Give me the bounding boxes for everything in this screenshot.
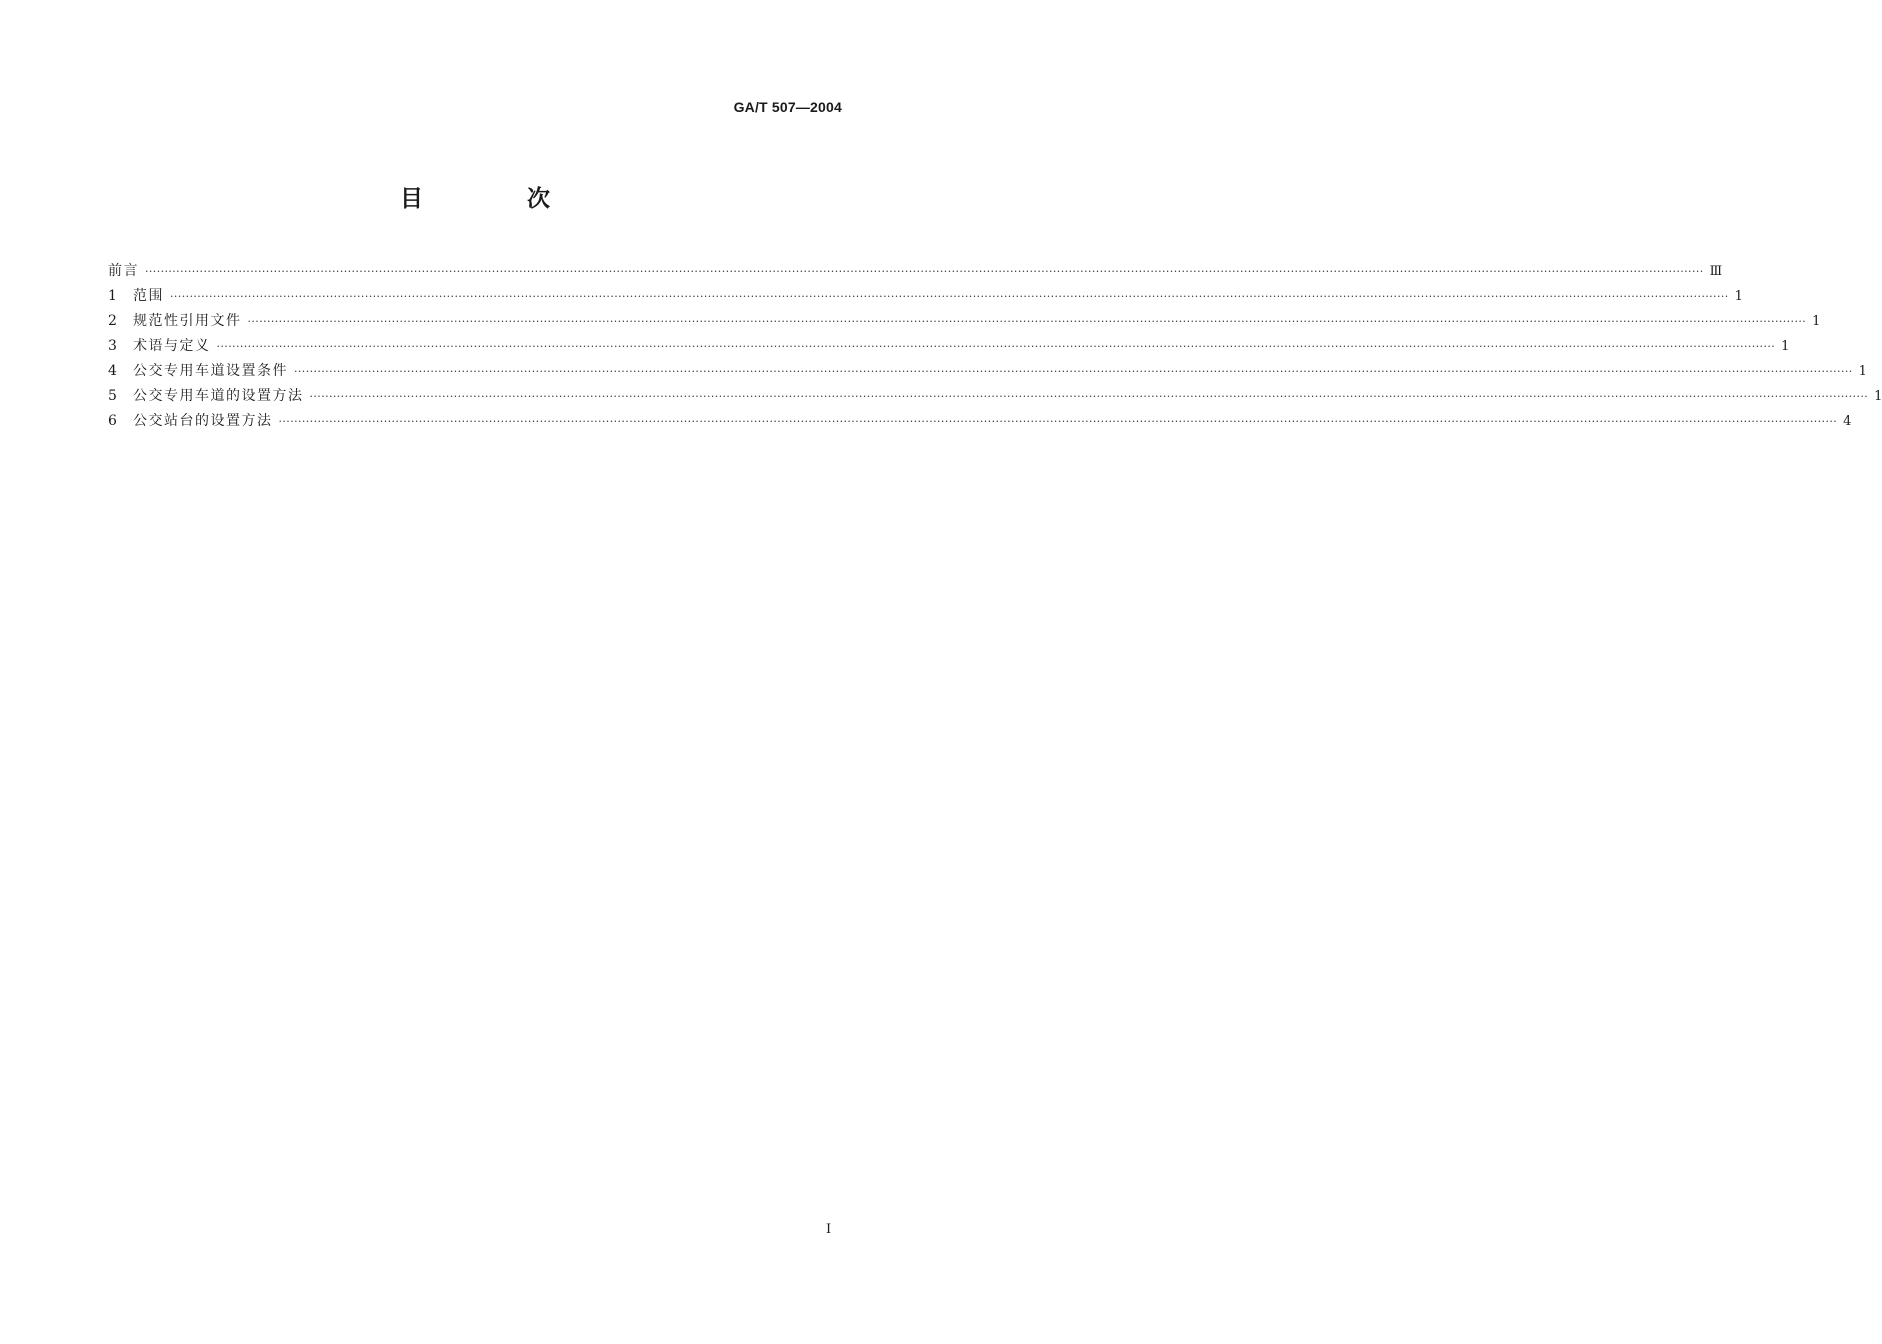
toc-entry-label: 前言 xyxy=(108,263,139,279)
toc-dot-leader: ················································································································································································································································································································································································································ xyxy=(145,265,1704,278)
toc-entry-page: 1 xyxy=(1734,289,1743,304)
toc-entry-label: 范围 xyxy=(133,288,164,304)
toc-entry-page: Ⅲ xyxy=(1709,264,1723,279)
toc-entry-bus-lane-methods[interactable] xyxy=(108,384,1882,409)
page-title: 目 次 xyxy=(399,186,598,212)
toc-entry-label: 公交专用车道设置条件 xyxy=(133,363,288,379)
toc-dot-leader: ················································································································································································································································································································································································································ xyxy=(294,365,1853,378)
toc-entry-number: 1 xyxy=(108,288,119,304)
toc-entry-foreword[interactable] xyxy=(108,259,1723,284)
page-number: I xyxy=(826,1222,832,1237)
toc-dot-leader: ················································································································································································································································································································································································································ xyxy=(247,315,1807,328)
toc-dot-leader: ················································································································································································································································································································································································································ xyxy=(278,415,1838,428)
toc-entry-terms-definitions[interactable] xyxy=(108,334,1790,359)
toc-entry-page: 1 xyxy=(1858,364,1867,379)
toc-entry-number: 6 xyxy=(108,413,119,429)
toc-entry-number: 5 xyxy=(108,388,119,404)
toc-entry-page: 4 xyxy=(1843,414,1852,429)
toc-entry-bus-stop-methods[interactable] xyxy=(108,409,1852,434)
toc-entry-bus-lane-conditions[interactable] xyxy=(108,359,1867,384)
toc-entry-number: 2 xyxy=(108,313,119,329)
toc-entry-label: 术语与定义 xyxy=(133,338,211,354)
toc-entry-number: 4 xyxy=(108,363,119,379)
toc-entry-normative-references[interactable] xyxy=(108,309,1821,334)
toc-entry-label: 公交专用车道的设置方法 xyxy=(133,388,304,404)
toc-entry-page: 1 xyxy=(1874,389,1882,404)
toc-entry-number: 3 xyxy=(108,338,119,354)
toc-entry-label: 公交站台的设置方法 xyxy=(133,413,273,429)
toc-dot-leader: ················································································································································································································································································································································································································ xyxy=(309,390,1869,403)
toc-entry-label: 规范性引用文件 xyxy=(133,313,242,329)
toc-entry-page: 1 xyxy=(1781,339,1790,354)
toc-entry-scope[interactable] xyxy=(108,284,1743,309)
toc-dot-leader: ················································································································································································································································································································································································································ xyxy=(170,290,1729,303)
table-of-contents xyxy=(108,259,1882,434)
standard-code: GA/T 507—2004 xyxy=(733,99,842,115)
toc-entry-page: 1 xyxy=(1812,314,1821,329)
toc-dot-leader: ················································································································································································································································································································································································································ xyxy=(216,340,1776,353)
